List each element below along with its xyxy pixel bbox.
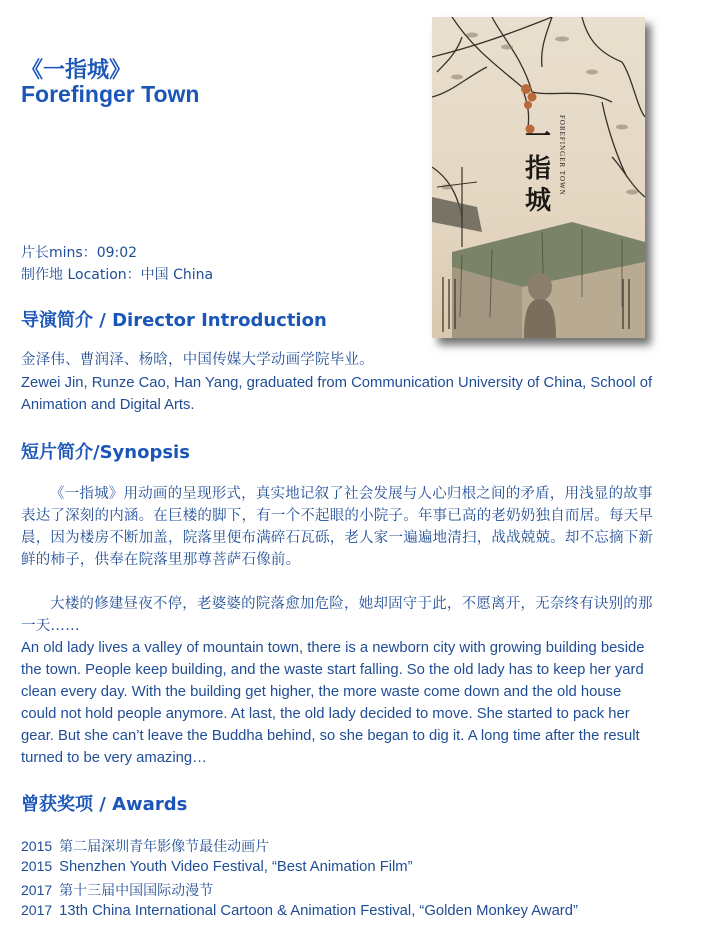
poster-title-en-vertical: FOREFINGER TOWN bbox=[558, 115, 566, 196]
poster-title-char-1: 一 bbox=[524, 122, 552, 152]
film-title-cn: 《一指城》 bbox=[21, 58, 132, 83]
award-text: 第十三届中国国际动漫节 bbox=[59, 883, 214, 899]
synopsis-heading: 短片简介/Synopsis bbox=[21, 442, 190, 463]
synopsis-cn-line: 大楼的修建昼夜不停，老婆婆的院落愈加危险，她却固守于此，不愿离开，无奈终有诀别的那 bbox=[50, 596, 653, 612]
award-item bbox=[21, 858, 413, 875]
award-item bbox=[21, 902, 578, 919]
awards-heading: 曾获奖项 / Awards bbox=[21, 794, 188, 815]
synopsis-en-line: the town. People keep building, and the waste start falling. So the old lady has to keep her yard bbox=[21, 662, 644, 678]
poster-title-calligraphy bbox=[525, 122, 551, 216]
film-duration: 片长mins：09:02 bbox=[21, 245, 138, 261]
synopsis-en-line: turned to be very amazing… bbox=[21, 750, 207, 766]
director-intro-en: Zewei Jin, Runze Cao, Han Yang, graduated from Communication University of China, School of Animation and Digital Arts. bbox=[21, 375, 653, 413]
synopsis-en-line: could not hold people anymore. At last, the old lady decided to move. She started to pack her bbox=[21, 706, 630, 722]
synopsis-en-line: An old lady lives a valley of mountain town, there is a newborn city with growing building beside bbox=[21, 640, 645, 656]
synopsis-en-line: gear. But she can’t leave the Buddha behind, so she began to dig it. A long time after the result bbox=[21, 728, 640, 744]
director-heading: 导演简介 / Director Introduction bbox=[21, 310, 327, 331]
synopsis-en-line: clean every day. With the building get higher, the more waste come down and the old house bbox=[21, 684, 622, 700]
synopsis-cn-line: 鲜的柿子，供奉在院落里那尊菩萨石像前。 bbox=[21, 552, 301, 568]
award-year: 2017 bbox=[21, 902, 53, 918]
award-text: Shenzhen Youth Video Festival, “Best Animation Film” bbox=[59, 859, 413, 875]
film-poster bbox=[432, 17, 645, 338]
synopsis-cn-line: 《一指城》用动画的呈现形式，真实地记叙了社会发展与人心归根之间的矛盾，用浅显的故事 bbox=[50, 486, 653, 502]
director-intro-cn: 金泽伟、曹润泽、杨晗，中国传媒大学动画学院毕业。 bbox=[21, 352, 374, 368]
award-year: 2017 bbox=[21, 882, 53, 898]
synopsis-cn-line: 晨，因为楼房不断加盖，院落里便布满碎石瓦砾，老人家一遍遍地清扫，战战兢兢。却不忘摘下新 bbox=[21, 530, 654, 546]
award-year: 2015 bbox=[21, 858, 53, 874]
film-title-en: Forefinger Town bbox=[21, 81, 200, 107]
poster-title-char-3: 城 bbox=[524, 186, 552, 216]
award-item bbox=[21, 880, 213, 900]
synopsis-cn-line: 表达了深刻的内涵。在巨楼的脚下，有一个不起眼的小院子。年事已高的老奶奶独自而居。每天早 bbox=[21, 508, 654, 524]
award-year: 2015 bbox=[21, 838, 53, 854]
award-text: 第二届深圳青年影像节最佳动画片 bbox=[59, 839, 270, 855]
synopsis-cn-line: 一天…… bbox=[21, 618, 80, 634]
poster-illustration bbox=[432, 17, 645, 338]
award-text: 13th China International Cartoon & Animation Festival, “Golden Monkey Award” bbox=[59, 903, 578, 919]
poster-title-char-2: 指 bbox=[524, 154, 552, 184]
film-location: 制作地 Location：中国 China bbox=[21, 267, 214, 283]
award-item bbox=[21, 836, 269, 856]
